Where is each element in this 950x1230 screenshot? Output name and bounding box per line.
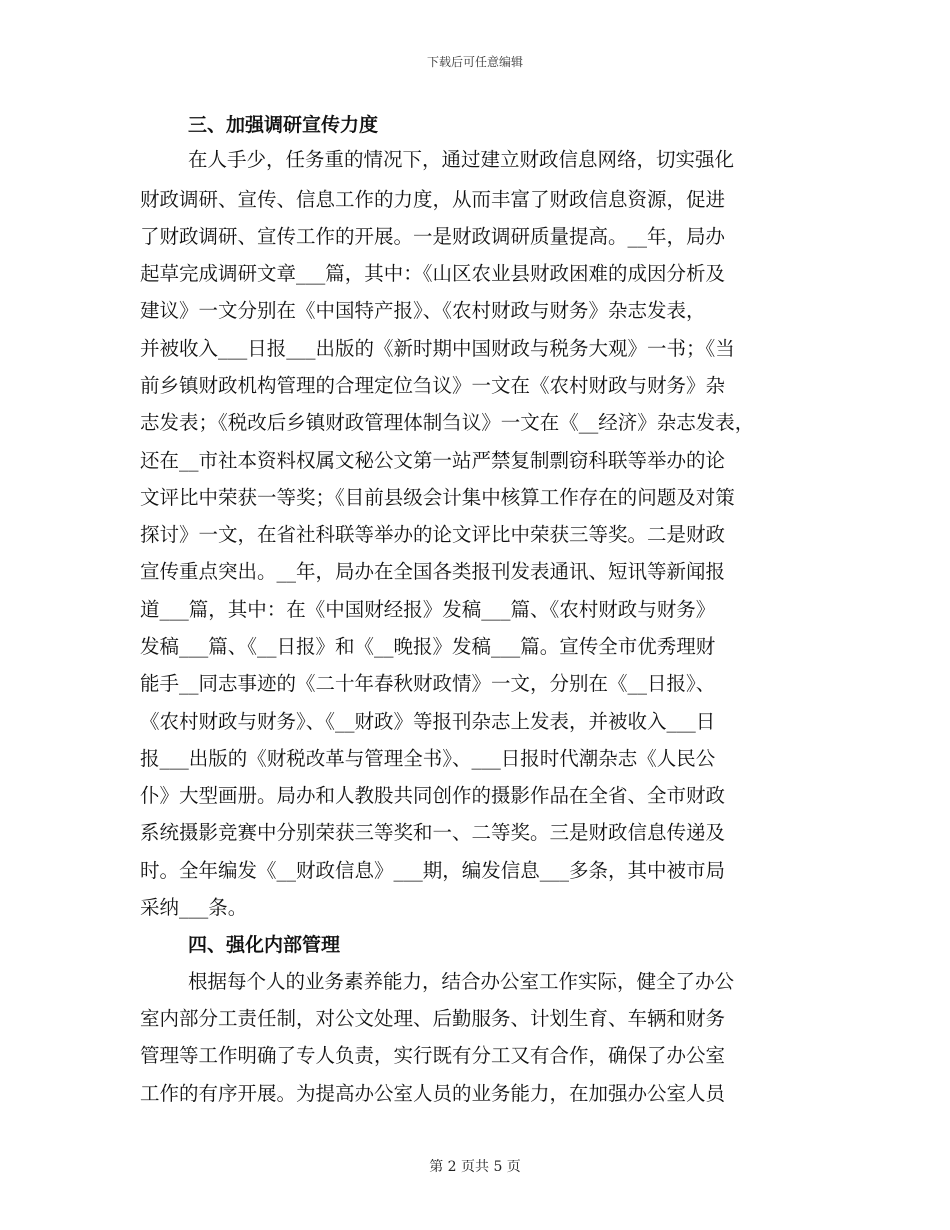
paragraph-line: 时。全年编发《__财政信息》___期，编发信息___多条，其中被市局 <box>140 859 726 882</box>
paragraph-line: 根据每个人的业务素养能力，结合办公室工作实际，健全了办公 <box>188 970 735 993</box>
page-header: 下载后可任意编辑 <box>426 55 523 69</box>
paragraph-line: 并被收入___日报___出版的《新时期中国财政与税务大观》一书；《当 <box>140 337 735 360</box>
paragraph-line: 系统摄影竞赛中分别荣获三等奖和一、二等奖。三是财政信息传递及 <box>140 821 726 844</box>
paragraph-line: 《农村财政与财务》、《__财政》等报刊杂志上发表，并被收入___日 <box>140 710 716 733</box>
paragraph-line: 前乡镇财政机构管理的合理定位刍议》一文在《农村财政与财务》杂 <box>140 374 726 397</box>
paragraph-line: 在人手少，任务重的情况下，通过建立财政信息网络，切实强化 <box>188 148 735 171</box>
paragraph-line: 管理等工作明确了专人负责，实行既有分工又有合作，确保了办公室 <box>140 1044 726 1067</box>
paragraph-line: 能手__同志事迹的《二十年春秋财政情》一文，分别在《__日报》、 <box>140 672 716 695</box>
paragraph-line: 文评比中荣获一等奖；《目前县级会计集中核算工作存在的问题及对策 <box>140 486 735 509</box>
paragraph-line: 报___出版的《财税改革与管理全书》、___日报时代潮杂志《人民公 <box>140 747 716 770</box>
paragraph-line: 还在__市社本资料权属文秘公文第一站严禁复制剽窃科联等举办的论 <box>140 449 726 472</box>
paragraph-line: 起草完成调研文章___篇，其中：《山区农业县财政困难的成因分析及 <box>140 262 726 285</box>
section-heading: 四、强化内部管理 <box>188 934 341 956</box>
paragraph-line: 宣传重点突出。__年，局办在全国各类报刊发表通讯、短讯等新闻报 <box>140 560 726 583</box>
section-heading: 三、加强调研宣传力度 <box>188 114 379 136</box>
paragraph-line: 工作的有序开展。为提高办公室人员的业务能力，在加强办公室人员 <box>140 1082 726 1105</box>
paragraph-line: 仆》大型画册。局办和人教股共同创作的摄影作品在全省、全市财政 <box>140 784 726 807</box>
paragraph-line: 发稿___篇、《__日报》和《__晚报》发稿___篇。宣传全市优秀理财 <box>140 635 716 658</box>
paragraph-line: 建议》一文分别在《中国特产报》、《农村财政与财务》杂志发表， <box>140 299 706 322</box>
paragraph-line: 采纳___条。 <box>140 896 248 919</box>
paragraph-line: 道___篇，其中：在《中国财经报》发稿___篇、《农村财政与财务》 <box>140 598 716 621</box>
paragraph-line: 财政调研、宣传、信息工作的力度，从而丰富了财政信息资源，促进 <box>140 188 726 211</box>
paragraph-line: 了财政调研、宣传工作的开展。一是财政调研质量提高。__年，局办 <box>140 225 726 248</box>
paragraph-line: 探讨》一文，在省社科联等举办的论文评比中荣获三等奖。二是财政 <box>140 523 726 546</box>
page-footer: 第 2 页共 5 页 <box>429 1159 521 1175</box>
paragraph-line: 志发表；《税改后乡镇财政管理体制刍议》一文在《__经济》杂志发表， <box>140 411 755 434</box>
paragraph-line: 室内部分工责任制，对公文处理、后勤服务、计划生育、车辆和财务 <box>140 1007 726 1030</box>
